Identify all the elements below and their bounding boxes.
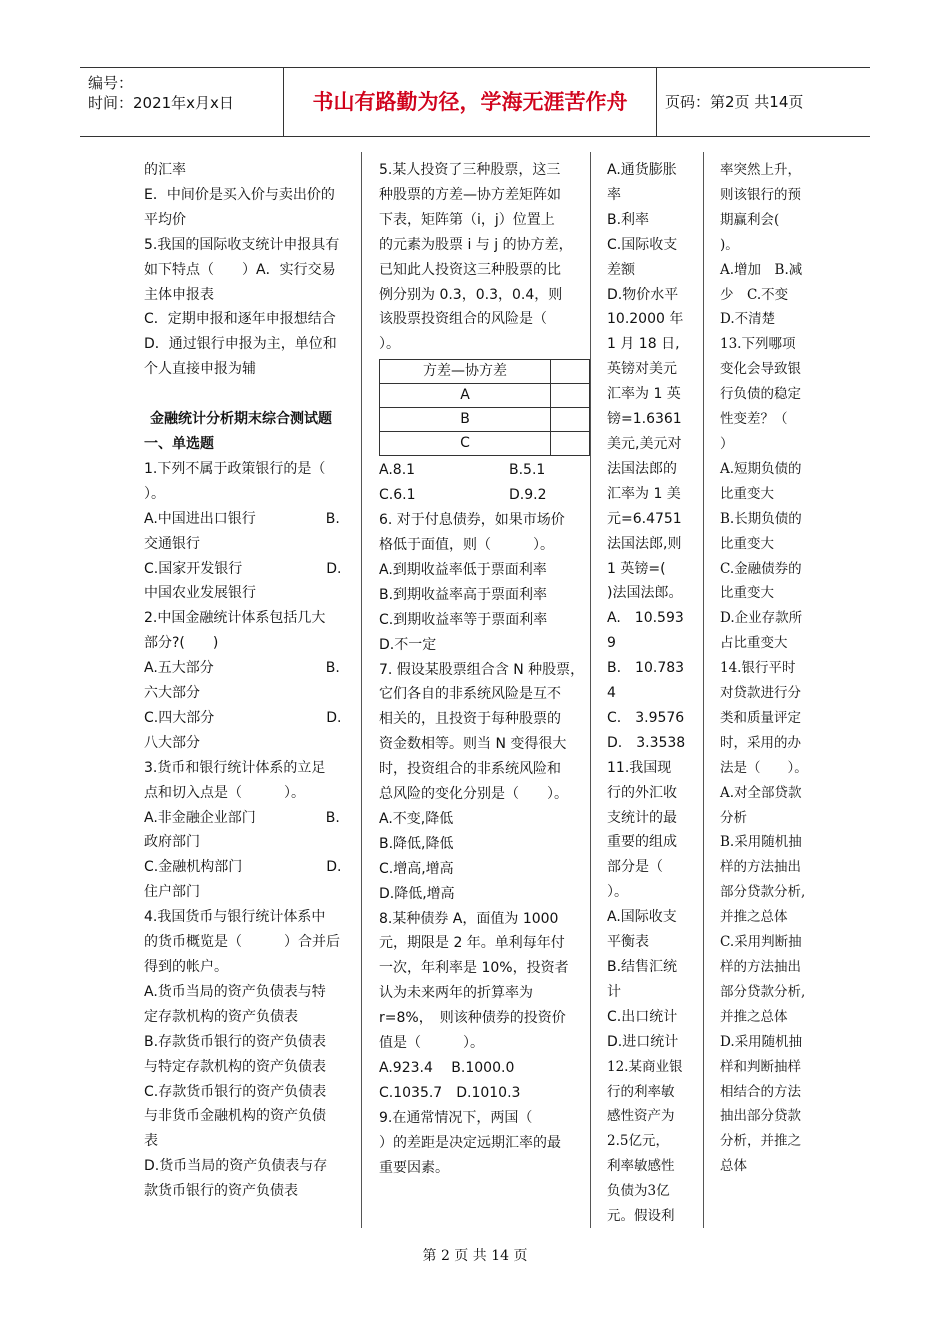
table-cell — [551, 360, 590, 384]
column-2 — [379, 158, 589, 1181]
text-line: 1 月 18 日, — [607, 336, 680, 353]
text-line: 法是（ ）。 — [720, 759, 808, 776]
option-d: D.9.2 — [509, 487, 547, 504]
text-line: C. 3.9576 — [607, 709, 685, 726]
text-line: 主体申报表 — [144, 286, 214, 303]
text-line: 2.5亿元， — [607, 1133, 669, 1150]
text-line: 八大部分 — [144, 734, 200, 751]
text-line: 5.我国的国际收支统计申报具有 — [144, 236, 340, 253]
text-line: 镑=1.6361 — [607, 411, 682, 428]
text-line: C.金融机构部门 D. — [144, 859, 342, 876]
text-line: 例分别为 0.3，0.3，0.4，则 — [379, 286, 563, 303]
column-1 — [144, 158, 354, 1204]
text-line: 一、单选题 — [144, 435, 214, 452]
column-divider — [361, 152, 362, 1228]
text-line: A.不变,降低 — [379, 810, 454, 827]
text-line: 抽出部分贷款 — [720, 1108, 801, 1125]
text-line: 行的利率敏 — [607, 1083, 675, 1100]
text-line: ） — [720, 435, 734, 452]
text-line: A.五大部分 B. — [144, 660, 340, 677]
text-line: 率 — [607, 186, 621, 203]
text-line: 1 英镑=( — [607, 560, 666, 577]
text-line: 定存款机构的资产负债表 — [144, 1008, 298, 1025]
header-page-info: 页码：第2页 共14页 — [665, 93, 804, 111]
text-line: 如下特点（ ）A．实行交易 — [144, 261, 336, 278]
text-line: D.降低,增高 — [379, 885, 455, 902]
text-line: 负债为3亿 — [607, 1183, 670, 1200]
text-line: 法国法郎,则 — [607, 535, 682, 552]
text-line: 行负债的稳定 — [720, 386, 801, 403]
text-line: C.四大部分 D. — [144, 709, 342, 726]
column-3 — [607, 158, 691, 1229]
text-line: 少 C.不变 — [720, 286, 789, 303]
text-line: C．定期申报和逐年申报想结合 — [144, 311, 336, 328]
questions-6-9 — [379, 508, 589, 1180]
text-line: ）。 — [379, 336, 400, 353]
text-line: 行的外汇收 — [607, 784, 677, 801]
text-line: 性变差？（ — [720, 411, 788, 428]
text-line: B.结售汇统 — [607, 959, 678, 975]
text-line: C.国际收支 — [607, 236, 678, 253]
text-line: A.国际收支 — [607, 909, 677, 926]
text-line: 计 — [607, 983, 621, 1000]
text-line: 平衡表 — [607, 934, 649, 951]
text-line: 10.2000 年 — [607, 311, 684, 328]
text-line: 部分?( ) — [144, 635, 219, 652]
text-line: 支统计的最 — [607, 809, 677, 826]
text-line: A.通货膨胀 — [607, 162, 677, 178]
text-line: C.金融债券的 — [720, 560, 802, 577]
text-line: 样的方法抽出 — [720, 959, 801, 975]
text-line: 中国农业发展银行 — [144, 585, 256, 602]
table-cell — [551, 432, 590, 456]
text-line: 类和质量评定 — [720, 709, 801, 726]
text-line: 11.我国现 — [607, 759, 672, 776]
table-header: 方差—协方差 — [380, 360, 551, 384]
text-line: B.降低,降低 — [379, 835, 454, 852]
text-line: 元。假设利 — [607, 1208, 675, 1225]
text-line: B.采用随机抽 — [720, 834, 802, 851]
text-line: 得到的帐户。 — [144, 959, 228, 975]
text-line: 9 — [607, 635, 616, 652]
text-line: 则该银行的预 — [720, 186, 801, 203]
text-line: 汇率为 1 英 — [607, 386, 681, 403]
text-line — [144, 382, 354, 407]
text-line: 比重变大 — [720, 485, 774, 502]
text-line: 8.某种债券 A，面值为 1000 — [379, 910, 559, 927]
text-line: 的汇率 — [144, 162, 186, 178]
table-row-label: C — [380, 432, 551, 456]
text-line: 该股票投资组合的风险是（ — [379, 311, 547, 328]
text-line: D.企业存款所 — [720, 610, 803, 627]
text-line: 变化会导致银 — [720, 361, 801, 378]
text-line: 期赢利会( — [720, 211, 780, 228]
text-line: B.存款货币银行的资产负债表 — [144, 1033, 327, 1050]
text-line: ）的差距是决定远期汇率的最 — [379, 1134, 561, 1151]
text-line: 下表，矩阵第（i，j）位置上 — [379, 211, 555, 228]
text-line: C.存款货币银行的资产负债表 — [144, 1083, 327, 1100]
table-cell — [551, 384, 590, 408]
question-12-start — [607, 1055, 691, 1229]
text-line: 分析 — [720, 809, 747, 826]
text-line: 重要因素。 — [379, 1159, 449, 1176]
text-line: D.采用随机抽 — [720, 1033, 803, 1050]
doc-code-label: 编号： — [88, 74, 134, 92]
page-header — [80, 67, 870, 137]
table-row-label: B — [380, 408, 551, 432]
text-line: )。 — [720, 236, 739, 253]
text-line: 比重变大 — [720, 535, 774, 552]
text-line: 4 — [607, 685, 616, 702]
text-line: 总风险的变化分别是（ ）。 — [379, 786, 568, 803]
text-line: B.利率 — [607, 211, 650, 228]
header-meta — [80, 68, 283, 136]
text-line: C.采用判断抽 — [720, 934, 802, 951]
text-line: 14.银行平时 — [720, 660, 796, 677]
text-line: 六大部分 — [144, 685, 200, 702]
text-line: A.到期收益率低于票面利率 — [379, 561, 547, 578]
column-4 — [720, 158, 832, 1179]
text-line: E．中间价是买入价与卖出价的 — [144, 186, 335, 203]
option-b: B.5.1 — [509, 462, 546, 479]
text-line: 的元素为股票 i 与 j 的协方差， — [379, 236, 573, 253]
text-line: r=8%， 则该种债券的投资价 — [379, 1010, 566, 1027]
text-line: A.短期负债的 — [720, 460, 802, 477]
text-line: 13.下列哪项 — [720, 336, 796, 353]
text-line: 样和判断抽样 — [720, 1058, 801, 1075]
text-line: D.货币当局的资产负债表与存 — [144, 1158, 328, 1175]
text-line: 汇率为 1 美 — [607, 485, 681, 502]
text-line: 分析，并推之 — [720, 1133, 801, 1150]
text-line: 认为未来两年的折算率为 — [379, 985, 533, 1002]
text-line: 占比重变大 — [720, 635, 788, 652]
text-line: 部分贷款分析, — [720, 983, 806, 1000]
text-line: C.增高,增高 — [379, 860, 454, 877]
text-line: 9.在通常情况下，两国（ — [379, 1109, 533, 1126]
text-line: 法国法郎的 — [607, 460, 677, 477]
text-line: B.到期收益率高于票面利率 — [379, 586, 548, 603]
text-line: 并推之总体 — [720, 1008, 788, 1025]
text-line: 1.下列不属于政策银行的是（ — [144, 460, 326, 477]
text-line: ）。 — [144, 485, 165, 502]
text-line: D.进口统计 — [607, 1033, 679, 1050]
text-line: 相关的，且投资于每种股票的 — [379, 711, 561, 728]
text-line: A.对全部贷款 — [720, 784, 802, 801]
text-line: 12.某商业银 — [607, 1058, 683, 1075]
text-line: B.长期负债的 — [720, 510, 802, 527]
text-line: 部分是（ — [607, 859, 663, 876]
text-line: 个人直接申报为辅 — [144, 361, 256, 378]
text-line: C.出口统计 — [607, 1008, 678, 1025]
text-line: 感性资产为 — [607, 1108, 675, 1125]
text-line: 2.中国金融统计体系包括几大 — [144, 610, 326, 627]
text-line: A.货币当局的资产负债表与特 — [144, 983, 326, 1000]
table-row-label: A — [380, 384, 551, 408]
text-line: 相结合的方法 — [720, 1083, 801, 1100]
text-line: 与特定存款机构的资产负债表 — [144, 1058, 326, 1075]
text-line: 种股票的方差—协方差矩阵如 — [379, 186, 561, 203]
text-line: 资金数相等。则当 N 变得很大 — [379, 736, 567, 753]
text-line: A.923.4 B.1000.0 — [379, 1060, 515, 1076]
question-5-options — [379, 458, 589, 508]
text-line: 元=6.4751 — [607, 510, 682, 527]
page-footer: 第 2 页 共 14 页 — [422, 1248, 528, 1264]
option-row — [379, 483, 589, 508]
text-line: D.物价水平 — [607, 286, 679, 303]
text-line: 它们各自的非系统风险是互不 — [379, 686, 561, 703]
text-line: D.不一定 — [379, 636, 437, 653]
text-line: 部分贷款分析, — [720, 884, 806, 901]
text-line: 与非货币金融机构的资产负债 — [144, 1108, 326, 1125]
text-line: )法国法郎。 — [607, 585, 683, 602]
text-line: 5.某人投资了三种股票，这三 — [379, 162, 561, 178]
option-a: A.8.1 — [379, 462, 416, 479]
text-line: 的货币概览是（ ）合并后 — [144, 934, 340, 951]
text-line: D. 3.3538 — [607, 734, 686, 751]
text-line: 利率敏感性 — [607, 1158, 675, 1175]
text-line: 4.我国货币与银行统计体系中 — [144, 909, 326, 926]
column-divider — [590, 152, 591, 1228]
text-line: 金融统计分析期末综合测试题 — [150, 411, 332, 428]
text-line: C.到期收益率等于票面利率 — [379, 611, 548, 628]
text-line: 交通银行 — [144, 535, 200, 552]
text-line: A. 10.593 — [607, 610, 684, 627]
text-line: 政府部门 — [144, 834, 200, 851]
text-line: 比重变大 — [720, 585, 774, 602]
text-line: B. 10.783 — [607, 660, 685, 677]
doc-date: 时间：2021年x月x日 — [88, 94, 234, 112]
text-line: D.不清楚 — [720, 311, 776, 328]
text-line: 3.货币和银行统计体系的立足 — [144, 759, 326, 776]
text-line: 值是（ ）。 — [379, 1035, 484, 1052]
text-line: 时，投资组合的非系统风险和 — [379, 761, 561, 778]
text-line: 点和切入点是（ ）。 — [144, 784, 305, 801]
text-line: 英镑对美元 — [607, 361, 677, 378]
text-line: 平均价 — [144, 211, 186, 228]
text-line: 元，期限是 2 年。单利每年付 — [379, 935, 565, 952]
text-line: D．通过银行申报为主，单位和 — [144, 336, 337, 353]
text-line: 美元,美元对 — [607, 435, 682, 452]
column-divider — [703, 152, 704, 1228]
text-line: A.非金融企业部门 B. — [144, 809, 340, 826]
option-row — [379, 458, 589, 483]
text-line: ）。 — [607, 884, 628, 901]
text-line: 格低于面值，则（ ）。 — [379, 536, 554, 553]
text-line: 总体 — [720, 1158, 747, 1175]
text-line: C.国家开发银行 D. — [144, 560, 342, 577]
text-line: 款货币银行的资产负债表 — [144, 1183, 298, 1200]
text-line: 表 — [144, 1133, 158, 1150]
text-line: 已知此人投资这三种股票的比 — [379, 261, 561, 278]
text-line: 样的方法抽出 — [720, 859, 801, 876]
text-line: 时，采用的办 — [720, 734, 801, 751]
table-cell — [551, 408, 590, 432]
text-line: 6. 对于付息债券，如果市场价 — [379, 512, 565, 529]
text-line: 一次，年利率是 10%，投资者 — [379, 960, 569, 977]
text-line: A.中国进出口银行 B. — [144, 510, 340, 527]
questions-9-11 — [607, 158, 691, 1055]
text-line: A.增加 B.减 — [720, 261, 803, 278]
text-line: 率突然上升， — [720, 162, 801, 178]
text-line: C.1035.7 D.1010.3 — [379, 1084, 521, 1101]
option-c: C.6.1 — [379, 487, 416, 504]
text-line: 住户部门 — [144, 884, 200, 901]
text-line: 并推之总体 — [720, 909, 788, 926]
text-line: 差额 — [607, 261, 635, 278]
covariance-table — [379, 359, 590, 456]
text-line: 重要的组成 — [607, 834, 677, 851]
text-line: 对贷款进行分 — [720, 685, 801, 702]
question-5-text — [379, 158, 589, 357]
text-line: 7. 假设某股票组合含 N 种股票， — [379, 661, 585, 678]
header-motto: 书山有路勤为径，学海无涯苦作舟 — [283, 68, 657, 136]
